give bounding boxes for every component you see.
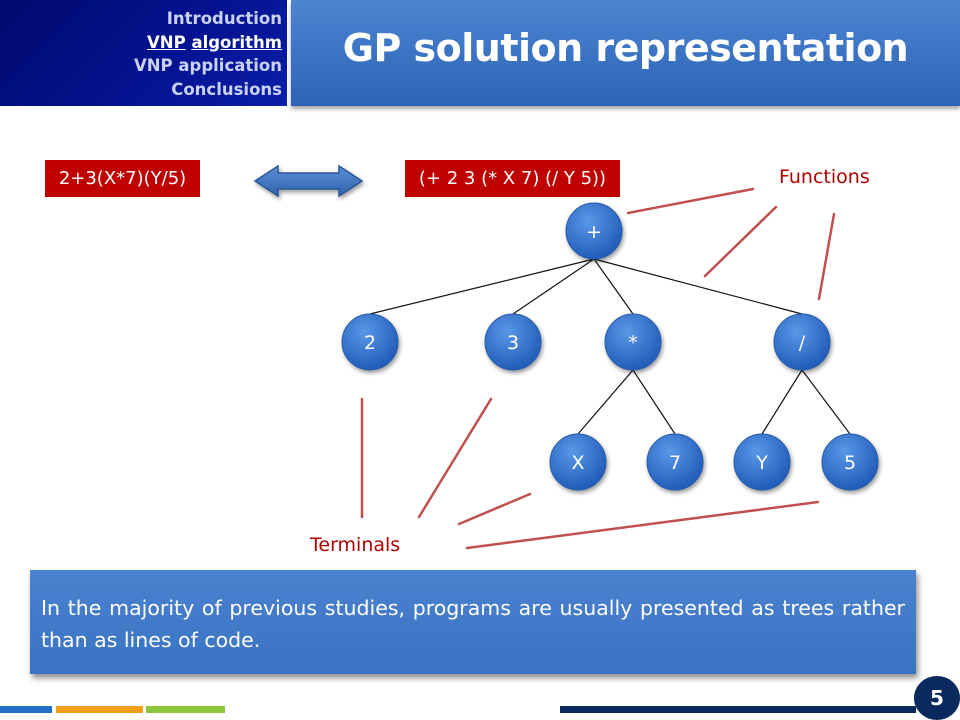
node-root-label: + xyxy=(586,221,602,243)
edge-mul-x xyxy=(578,370,633,434)
edge-mul-7 xyxy=(633,370,675,434)
edge-root-div xyxy=(594,259,802,314)
node-5-label: 5 xyxy=(843,452,857,474)
edge-div-5 xyxy=(802,370,850,434)
node-divide xyxy=(774,314,830,370)
node-2 xyxy=(342,314,398,370)
node-y xyxy=(734,434,790,490)
node-3-label: 3 xyxy=(506,332,520,354)
functions-pointer-mul xyxy=(705,207,776,276)
node-root xyxy=(566,203,622,259)
infix-formula-box: 2+3(X*7)(Y/5) xyxy=(45,160,200,197)
node-x xyxy=(550,434,606,490)
node-5 xyxy=(822,434,878,490)
slide-title: GP solution representation xyxy=(342,26,909,70)
node-multiply-label: * xyxy=(628,332,638,354)
node-3 xyxy=(485,314,541,370)
edge-div-y xyxy=(762,370,802,434)
nav-item-introduction[interactable]: Introduction xyxy=(166,9,282,28)
nav-item-conclusions[interactable]: Conclusions xyxy=(171,79,282,99)
page-number-badge: 5 xyxy=(914,676,960,720)
functions-label: Functions xyxy=(779,166,870,188)
terminals-pointer-5 xyxy=(467,502,818,548)
nav-item-algorithm: algorithm xyxy=(191,32,282,52)
node-y-label: Y xyxy=(756,452,768,474)
node-7 xyxy=(647,434,703,490)
functions-pointer-div xyxy=(819,214,834,299)
node-x-label: X xyxy=(571,452,585,474)
callout-box xyxy=(30,570,916,674)
edge-root-3 xyxy=(513,259,594,314)
footer-strip-blue xyxy=(0,706,52,713)
terminals-label: Terminals xyxy=(310,534,401,556)
functions-pointer-root xyxy=(628,189,753,213)
footer-strip-navy xyxy=(560,706,916,713)
edge-root-2 xyxy=(370,259,594,314)
footer-strip-green xyxy=(146,706,225,713)
node-2-label: 2 xyxy=(363,332,377,354)
callout-text: In the majority of previous studies, programs are usually presented as trees rather than as lines of code. xyxy=(41,596,905,652)
prefix-formula-box: (+ 2 3 (* X 7) (/ Y 5)) xyxy=(405,160,620,197)
node-7-label: 7 xyxy=(668,452,682,474)
nav-item-vnp-application[interactable]: VNP application xyxy=(133,56,282,75)
nav-item-vnp: VNP xyxy=(147,32,186,52)
terminals-pointer-3 xyxy=(419,399,491,517)
equivalence-double-arrow xyxy=(255,166,362,196)
node-divide-label: / xyxy=(798,332,806,354)
footer-strip-orange xyxy=(56,706,143,713)
node-multiply xyxy=(605,314,661,370)
terminals-pointer-x xyxy=(459,494,530,524)
